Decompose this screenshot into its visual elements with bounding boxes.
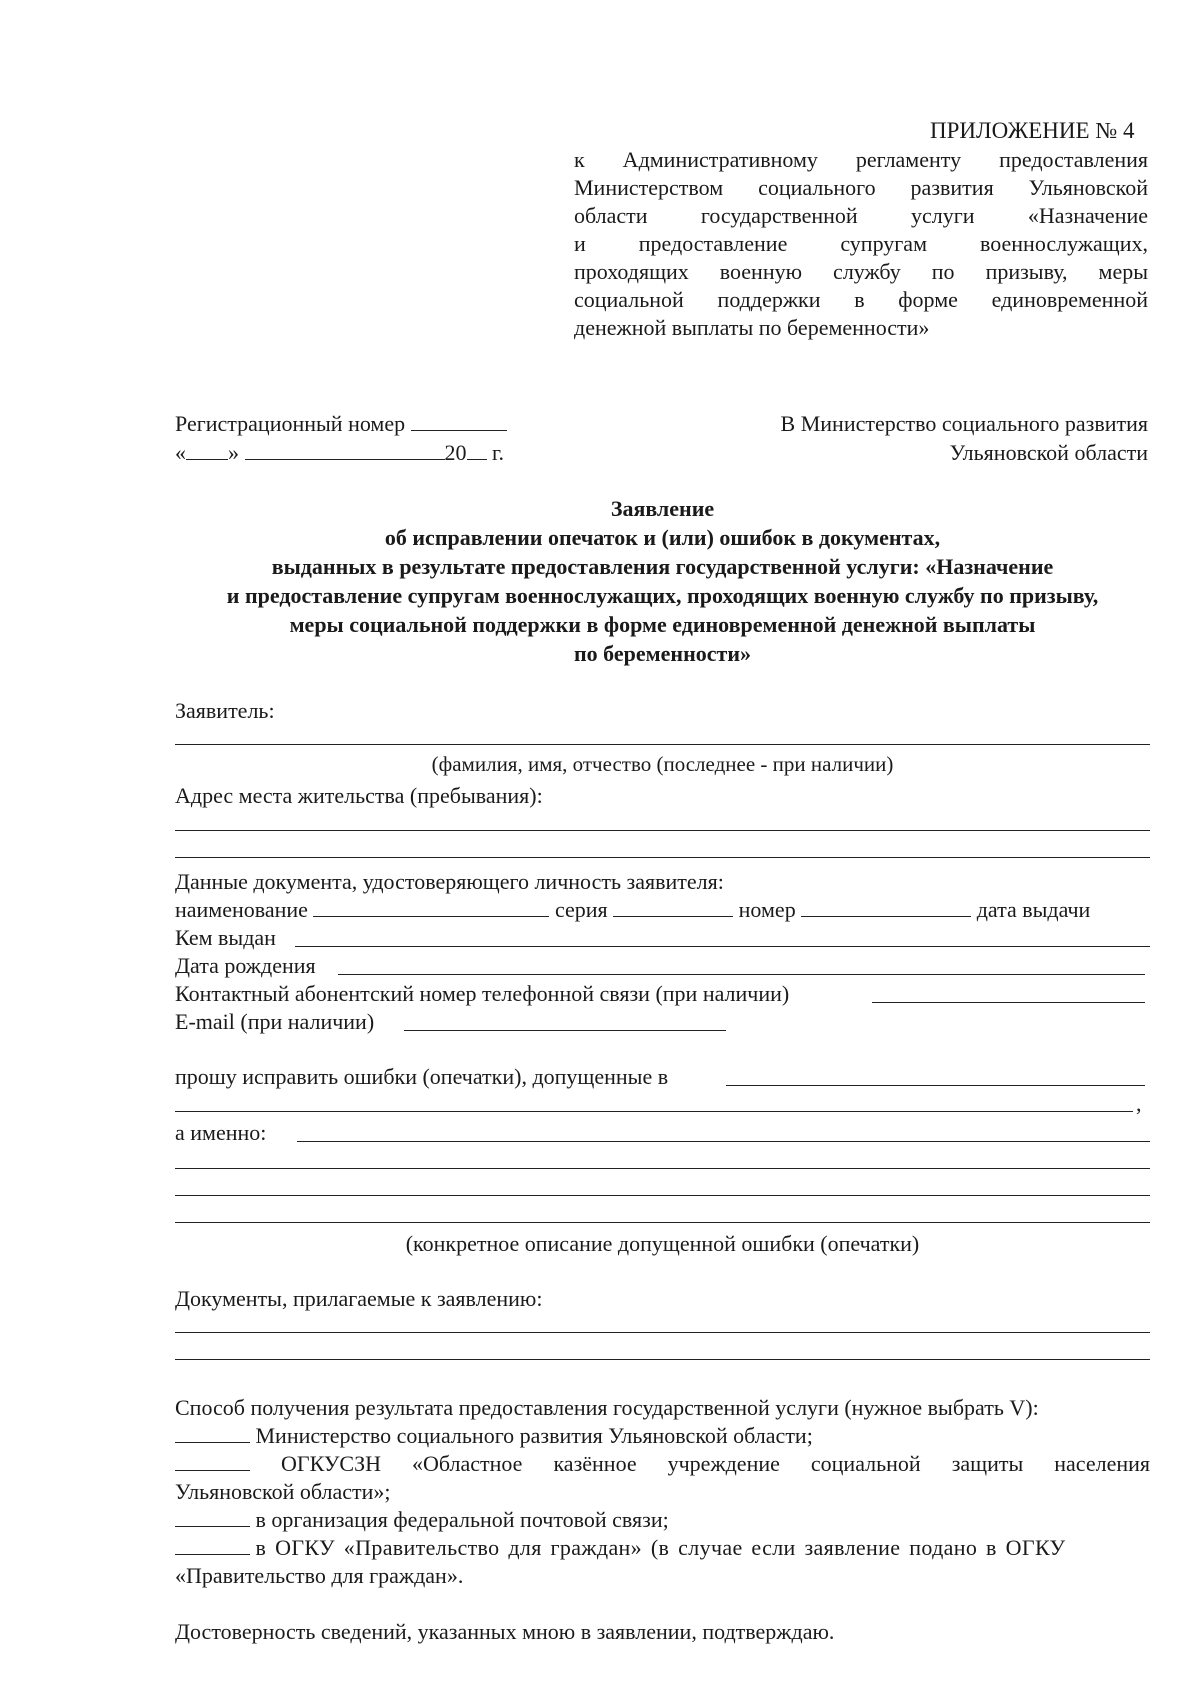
appendix-title: ПРИЛОЖЕНИЕ № 4 [930,118,1135,143]
document-subtitle-line: об исправлении опечаток и (или) ошибок в документах, [384,525,941,550]
address-line-2[interactable] [175,857,1150,858]
option-label: в организация федеральной почтовой связи; [255,1507,669,1532]
issued-by-line[interactable] [295,946,1150,947]
registration-number-row [175,410,507,438]
address-line-1[interactable] [175,830,1150,831]
regulation-reference [574,146,1148,342]
confirmation-text: Достоверность сведений, указанных мною в заявлении, подтверждаю. [175,1619,835,1644]
regulation-line: Министерством социального развития Ульяновской [574,175,1148,200]
doc-series-blank[interactable] [613,896,733,917]
doc-name-blank[interactable] [313,896,549,917]
birth-date-label: Дата рождения [175,953,316,978]
date-close-quote: » [228,440,239,465]
option-checkbox-blank[interactable] [175,1506,250,1527]
applicant-label: Заявитель: [175,698,275,723]
registration-date-row [175,439,504,467]
document-subtitle-line: меры социальной поддержки в форме единовременной денежной выплаты [289,612,1036,637]
option-checkbox-blank[interactable] [175,1534,250,1555]
delivery-method-label: Способ получения результата предоставления государственной услуги (нужное выбрать V): [175,1395,1039,1420]
date-day-blank[interactable] [186,439,228,460]
phone-line[interactable] [872,1002,1145,1003]
regulation-line: и предоставление супругам военнослужащих, [574,231,1148,256]
address-label: Адрес места жительства (пребывания): [175,783,543,808]
option-checkbox-blank[interactable] [175,1450,250,1471]
document-subtitle-line: и предоставление супругам военнослужащих, проходящих военную службу по призыву, [226,583,1099,608]
regulation-line: к Административному регламенту предоставления [574,147,1148,172]
doc-number-blank[interactable] [801,896,971,917]
attachments-line-2[interactable] [175,1359,1150,1360]
recipient-line: В Министерство социального развития [780,411,1148,436]
document-title: Заявление [610,496,715,521]
comma: , [1136,1091,1142,1116]
doc-issue-date-label: дата выдачи [976,897,1091,922]
fix-request-line[interactable] [726,1085,1145,1086]
option-checkbox-blank[interactable] [175,1422,250,1443]
namely-line-3[interactable] [175,1195,1150,1196]
option-label-continued: «Правительство для граждан». [175,1563,464,1588]
year-prefix: 20 [444,440,467,465]
regulation-line: социальной поддержки в форме единовременной [574,287,1148,312]
regulation-line: денежной выплаты по беременности» [574,315,930,340]
option-label-continued: Ульяновской области»; [175,1479,391,1504]
email-label: E-mail (при наличии) [175,1009,375,1034]
option-label: Министерство социального развития Ульяновской области; [255,1423,813,1448]
doc-name-label: наименование [175,897,308,922]
registration-number-blank[interactable] [411,410,507,431]
birth-date-line[interactable] [338,974,1145,975]
applicant-name-line[interactable] [175,744,1150,745]
namely-label: а именно: [175,1120,267,1145]
year-suffix: г. [492,440,505,465]
phone-label: Контактный абонентский номер телефонной связи (при наличии) [175,981,790,1006]
namely-line-2[interactable] [175,1168,1150,1169]
delivery-option-post [175,1506,669,1534]
regulation-line: проходящих военную службу по призыву, меры [574,259,1148,284]
date-year-blank[interactable] [467,439,487,460]
doc-series-label: серия [554,897,608,922]
applicant-name-hint: (фамилия, имя, отчество (последнее - при наличии) [431,752,894,776]
fix-request-label: прошу исправить ошибки (опечатки), допущенные в [175,1064,669,1089]
doc-number-label: номер [738,897,796,922]
document-subtitle-line: выданных в результате предоставления государственной услуги: «Назначение [271,554,1054,579]
recipient-line: Ульяновской области [949,440,1148,465]
error-description-hint: (конкретное описание допущенной ошибки (опечатки) [405,1231,920,1256]
issued-by-label: Кем выдан [175,925,276,950]
attachments-label: Документы, прилагаемые к заявлению: [175,1286,543,1311]
regulation-line: области государственной услуги «Назначение [574,203,1148,228]
registration-number-label: Регистрационный номер [175,411,406,436]
delivery-option-ogkuszn [175,1450,1150,1478]
namely-line-4[interactable] [175,1222,1150,1223]
option-label: в ОГКУ «Правительство для граждан» (в случае если заявление подано в ОГКУ [255,1535,1066,1560]
date-month-blank[interactable] [245,439,445,460]
fix-request-line-2[interactable] [175,1111,1133,1112]
delivery-option-ministry [175,1422,813,1450]
delivery-option-mfc [175,1534,1065,1562]
date-open-quote: « [175,440,186,465]
email-line[interactable] [404,1030,726,1031]
identity-doc-label: Данные документа, удостоверяющего личность заявителя: [175,869,724,894]
identity-doc-row [175,896,1090,924]
document-subtitle-line: по беременности» [574,641,751,666]
namely-line-1[interactable] [297,1141,1150,1142]
attachments-line-1[interactable] [175,1332,1150,1333]
option-label: ОГКУСЗН «Областное казённое учреждение социальной защиты населения [281,1451,1150,1476]
